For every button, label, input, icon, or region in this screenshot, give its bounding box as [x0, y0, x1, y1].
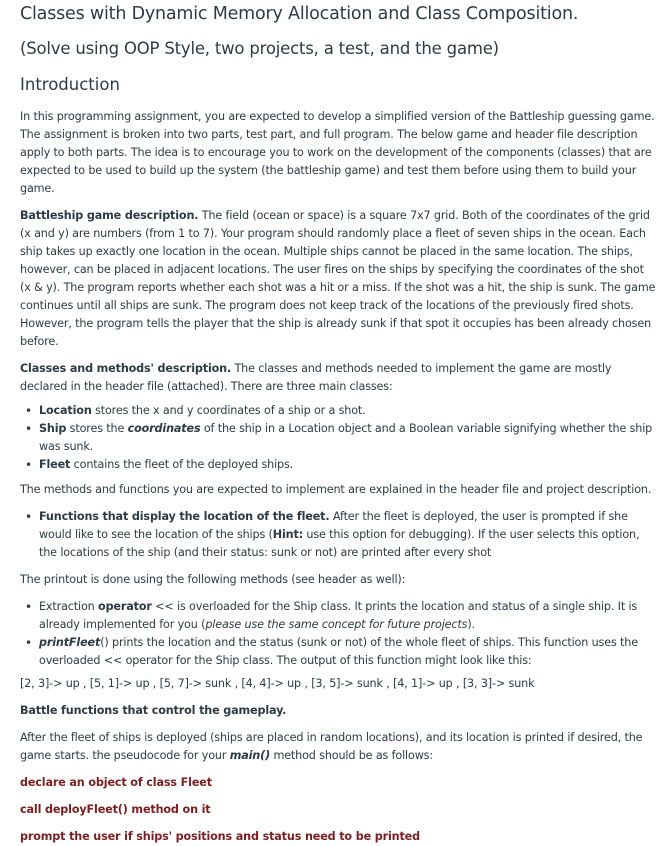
operator-text: << is overloaded for the Ship class. It prints the location and status of a single ship. It is already implemented for you ( — [39, 600, 638, 631]
intro-paragraph: In this programming assignment, you are expected to develop a simplified version of the Battleship guessing game. The assignment is broken into two parts, test part, and full program. The below game and header file description apply to both parts. The idea is to encourage you to work on the development of the components (classes) that are expected to be used to build up the system (the battleship game) and test them before using them to build your game. — [20, 110, 655, 195]
class-desc-ship: of the ship in a Location object and a Boolean variable signifying whether the ship was sunk. — [39, 422, 653, 453]
print-fleet-label: printFleet — [39, 636, 101, 649]
sample-output-line: [2, 3]-> up , [5, 1]-> up , [5, 7]-> sunk , [4, 4]-> up , [3, 5]-> sunk , [4, 1]-> up , [3, 3]-> sunk — [20, 677, 535, 690]
game-description-text: The field (ocean or space) is a square 7x7 grid. Both of the coordinates of the grid (x and y) are numbers (from 1 to 7). Your program should randomly place a fleet of seven ships in the ocean. Each ship takes up exactly one location in the ocean. Multiple ships cannot be placed in the same location. The ships, however, can be placed in adjacent locations. The user fires on the ships by specifying the coordinates of the shot (x & y). The program reports whether each shot was a hit or a miss. If the shot was a hit, the ship is sunk. The game continues until all ships are sunk. The program does not keep track of the locations of the previously fired shots. However, the program tells the player that the ship is already sunk if that spot it occupies has been already chosen before. — [20, 209, 656, 348]
list-item-ship — [39, 420, 656, 456]
game-description-paragraph — [20, 207, 656, 351]
battle-functions-paragraph — [20, 729, 656, 765]
class-desc-ship-coordinates: coordinates — [127, 422, 201, 435]
intro-heading: Introduction — [20, 75, 120, 94]
operator-text-end: ). — [467, 618, 475, 631]
pseudocode-line-2: call deployFleet() method on it — [20, 803, 211, 816]
class-name-fleet: Fleet — [39, 458, 71, 471]
battle-text-pre: After the fleet of ships is deployed (ships are placed in random locations), and its location is printed if desired, the game starts. the pseudocode for your — [20, 731, 643, 762]
operator-label: operator — [98, 600, 152, 613]
list-item-print-fleet — [39, 634, 656, 670]
display-functions-label: Functions that display the location of the fleet. — [39, 510, 330, 523]
hint-label: Hint: — [272, 528, 304, 541]
classes-description-label: Classes and methods' description. — [20, 362, 232, 375]
document-page — [20, 0, 656, 846]
class-desc-ship-pre: stores the — [66, 422, 128, 435]
game-description-label: Battleship game description. — [20, 209, 199, 222]
methods-intro-paragraph: The methods and functions you are expected to implement are explained in the header file and project description. — [20, 483, 652, 496]
list-item-fleet — [39, 456, 656, 474]
operator-text-pre: Extraction — [39, 600, 99, 613]
classes-description-paragraph — [20, 360, 656, 396]
page-subtitle: (Solve using OOP Style, two projects, a test, and the game) — [20, 39, 499, 58]
list-item-display-functions — [39, 508, 656, 562]
printout-intro-paragraph: The printout is done using the following methods (see header as well): — [20, 573, 406, 586]
operator-note: please use the same concept for future projects — [205, 618, 468, 631]
class-name-location: Location — [39, 404, 92, 417]
display-functions-text: After the fleet is deployed, the user is prompted if she would like to see the location of the ships ( — [39, 510, 628, 541]
list-item-extraction-operator — [39, 598, 656, 634]
display-functions-text-end: use this option for debugging). If the user selects this option, the locations of the ship (and their status: sunk or not) are printed after every shot — [39, 528, 640, 559]
pseudocode-line-3: prompt the user if ships' positions and status need to be printed — [20, 830, 420, 843]
page-title: Classes with Dynamic Memory Allocation and Class Composition. — [20, 4, 579, 24]
class-name-ship: Ship — [39, 422, 67, 435]
class-desc-fleet: contains the fleet of the deployed ships. — [70, 458, 294, 471]
pseudocode-line-1: declare an object of class Fleet — [20, 776, 212, 789]
battle-functions-heading: Battle functions that control the gameplay. — [20, 704, 287, 717]
classes-list — [20, 402, 656, 474]
class-desc-location: stores the x and y coordinates of a ship or a shot. — [91, 404, 366, 417]
printout-methods-list — [20, 598, 656, 670]
display-functions-list — [20, 508, 656, 562]
main-method-label: main() — [229, 749, 271, 762]
print-fleet-text: () prints the location and the status (sunk or not) of the whole fleet of ships. This function uses the overloaded << operator for the Ship class. The output of this function might look like this: — [39, 636, 638, 667]
classes-description-text: The classes and methods needed to implement the game are mostly declared in the header file (attached). There are three main classes: — [20, 362, 612, 393]
battle-text-post: method should be as follows: — [270, 749, 434, 762]
list-item-location — [39, 402, 656, 420]
